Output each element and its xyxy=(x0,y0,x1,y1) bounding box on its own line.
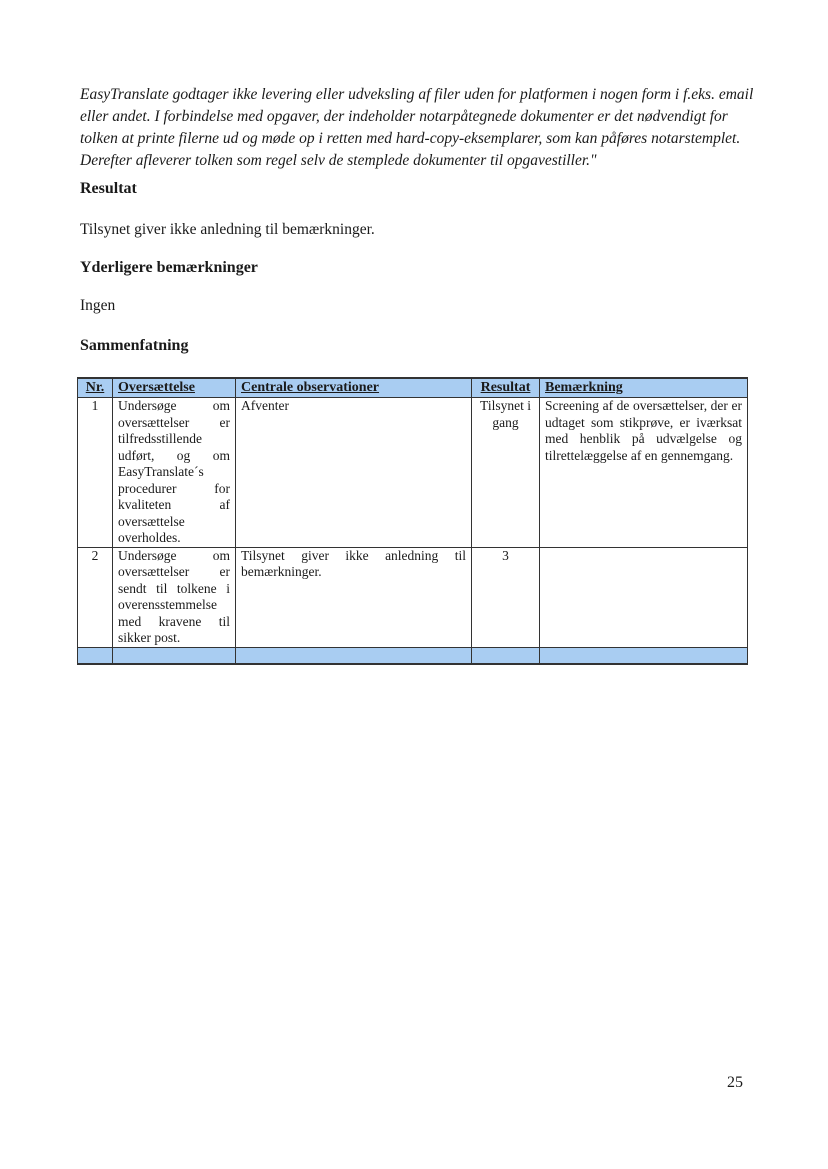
header-observationer: Centrale observationer xyxy=(236,378,472,398)
row-1-nr: 1 xyxy=(78,398,113,548)
footer-cell xyxy=(472,647,540,664)
quoted-text: EasyTranslate godtager ikke levering eller udveksling af filer uden for platformen i nogen form i f.eks. email eller andet. I forbindelse med opgaver, der indeholder notarpåtegnede dokumenter er det nødvendigt for tolken at printe filerne ud og møde op i retten med hard-copy-eksemplarer, som kan påføres notarstemplet. Derefter afleverer tolken som regel selv de stemplede dokumenter til opgavestiller." xyxy=(80,86,754,169)
summary-heading: Sammenfatning xyxy=(80,337,189,354)
header-bemaerkning: Bemærkning xyxy=(540,378,748,398)
footer-cell xyxy=(236,647,472,664)
row-2-bemaerkning xyxy=(540,547,748,647)
row-2-observationer: Tilsynet giver ikke anledning til bemærkninger. xyxy=(236,547,472,647)
header-oversaettelse: Oversættelse xyxy=(113,378,236,398)
row-2-nr: 2 xyxy=(78,547,113,647)
row-1-oversaettelse: Undersøge om oversættelser er tilfredsstillende udført, og om EasyTranslate´s procedurer for kvaliteten af oversættelse overholdes. xyxy=(113,398,236,548)
row-2-resultat: 3 xyxy=(472,547,540,647)
header-nr: Nr. xyxy=(78,378,113,398)
header-resultat: Resultat xyxy=(472,378,540,398)
row-1-bemaerkning: Screening af de oversættelser, der er udtaget som stikprøve, er iværksat med henblik på udvælgelse og tilrettelæggelse af en gennemgang. xyxy=(540,398,748,548)
table-header-row xyxy=(78,378,748,398)
row-1-observationer: Afventer xyxy=(236,398,472,548)
result-heading: Resultat xyxy=(80,180,137,197)
footer-cell xyxy=(113,647,236,664)
remarks-heading: Yderligere bemærkninger xyxy=(80,259,258,276)
footer-cell xyxy=(78,647,113,664)
remarks-text: Ingen xyxy=(80,297,116,314)
table-row xyxy=(78,398,748,548)
row-1-resultat: Tilsynet i gang xyxy=(472,398,540,548)
table-footer-row xyxy=(78,647,748,664)
row-2-oversaettelse: Undersøge om oversættelser er sendt til tolkene i overensstemmelse med kravene til sikker post. xyxy=(113,547,236,647)
result-text: Tilsynet giver ikke anledning til bemærkninger. xyxy=(80,221,375,238)
page-number: 25 xyxy=(727,1074,743,1091)
summary-table xyxy=(77,377,748,665)
footer-cell xyxy=(540,647,748,664)
table-row xyxy=(78,547,748,647)
